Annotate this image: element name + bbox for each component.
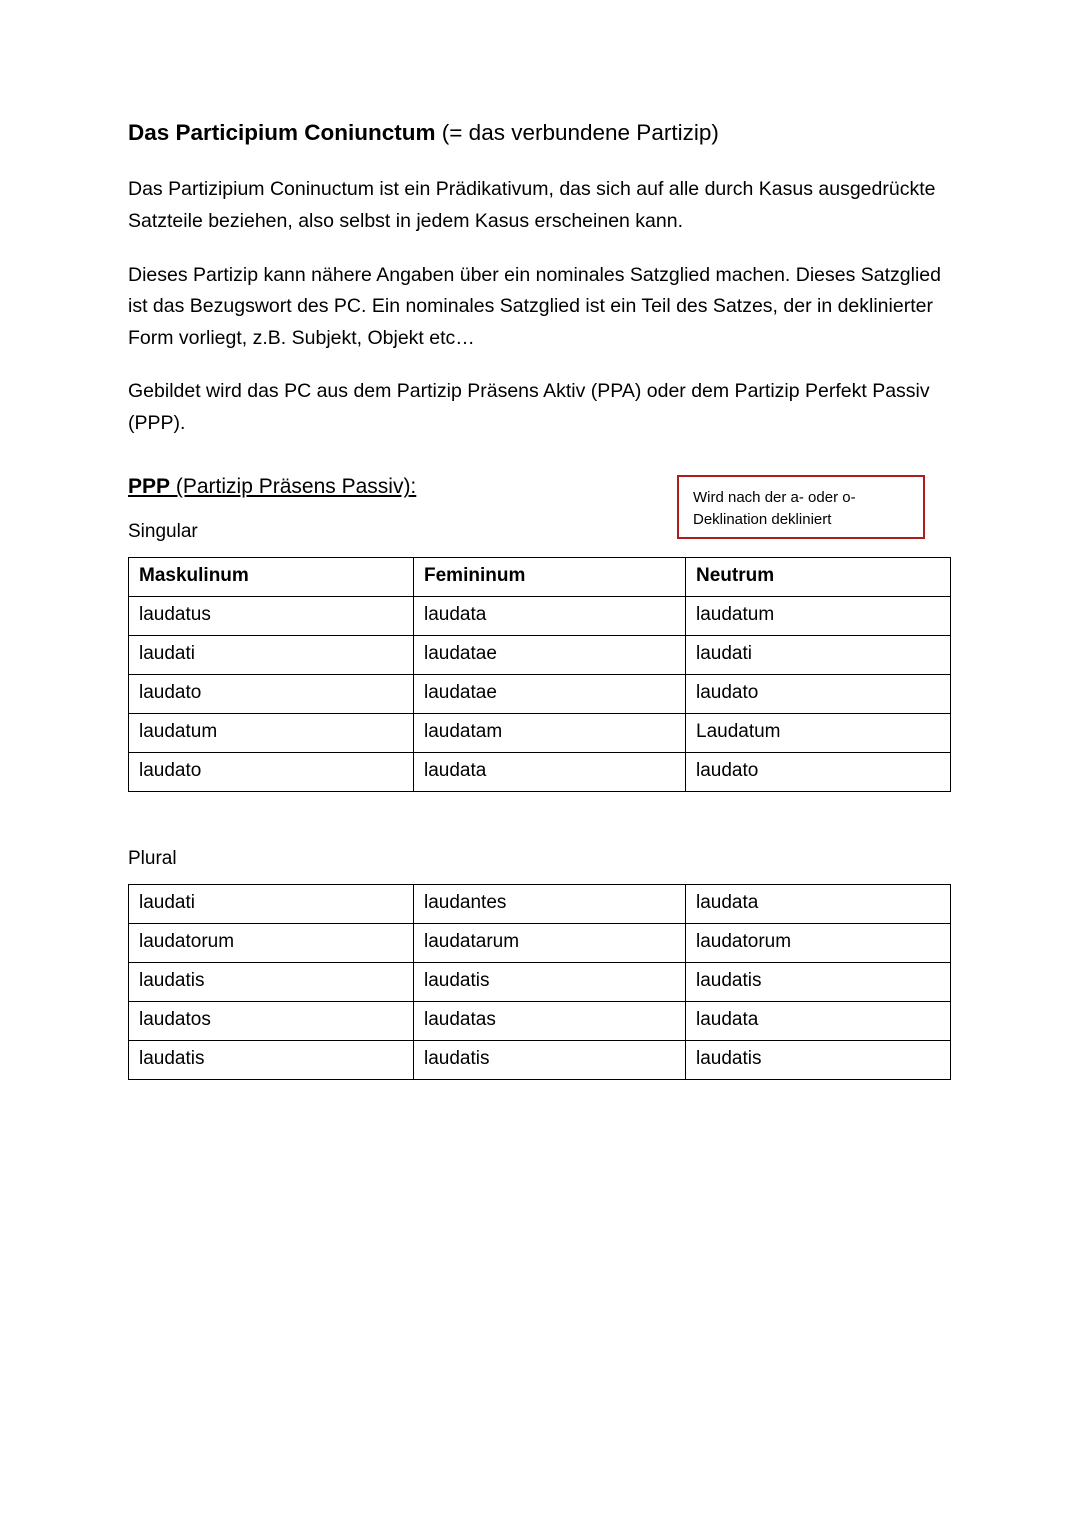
table-row [129,1040,951,1079]
table-cell: laudatum [129,713,414,752]
table-row [129,923,951,962]
page-title-sub: (= das verbundene Partizip) [435,120,719,145]
page-title [128,118,952,148]
callout-note: Wird nach der a- oder o-Deklination dekliniert [677,475,925,539]
section-heading-abbr: PPP [128,475,171,499]
table-row [129,674,951,713]
paragraph-2: Dieses Partizip kann nähere Angaben über ein nominales Satzglied machen. Dieses Satzglied ist das Bezugswort des PC. Ein nominales Satzglied ist ein Teil des Satzes, der in deklinierter Form vorliegt, z.B. Subjekt, Objekt etc… [128,263,941,349]
table-cell: laudatorum [129,923,414,962]
table-cell: laudata [414,752,686,791]
table-cell: laudato [129,674,414,713]
table-cell: laudatos [129,1001,414,1040]
table-cell: laudato [686,674,951,713]
table-cell: laudatis [414,1040,686,1079]
table-cell: laudato [129,752,414,791]
subheading-singular: Singular [128,520,198,542]
paragraph-1: Das Partizipium Coninuctum ist ein Prädikativum, das sich auf alle durch Kasus ausgedrückte Satzteile beziehen, also selbst in jedem Kasus erscheinen kann. [128,178,936,232]
table-cell: laudato [686,752,951,791]
table-cell: laudatas [414,1001,686,1040]
table-cell: laudata [686,1001,951,1040]
table-cell: laudatum [686,596,951,635]
table-cell: laudata [686,884,951,923]
table-cell: laudata [414,596,686,635]
table-cell: laudantes [414,884,686,923]
table-row [129,713,951,752]
table-cell: laudatus [129,596,414,635]
table-cell: laudati [129,635,414,674]
table-cell: laudatis [414,962,686,1001]
table-row [129,596,951,635]
table-cell: laudatarum [414,923,686,962]
table-row [129,1001,951,1040]
table-cell: laudatis [686,962,951,1001]
table-row [129,962,951,1001]
page-title-main: Das Participium Coniunctum [128,120,436,145]
column-header-feminine: Femininum [414,557,686,596]
table-cell: laudatis [129,962,414,1001]
table-cell: laudatae [414,674,686,713]
plural-declension-table [128,884,951,1080]
column-header-neuter: Neutrum [686,557,951,596]
table-cell: laudati [686,635,951,674]
table-cell: laudati [129,884,414,923]
table-row [129,752,951,791]
table-cell: laudatae [414,635,686,674]
paragraph-3: Gebildet wird das PC aus dem Partizip Präsens Aktiv (PPA) oder dem Partizip Perfekt Passiv (PPP). [128,380,930,434]
table-row [129,884,951,923]
table-cell: laudatorum [686,923,951,962]
table-row [129,635,951,674]
section-heading-expansion: (Partizip Präsens Passiv): [170,475,417,499]
table-header-row [129,557,951,596]
table-cell: Laudatum [686,713,951,752]
table-cell: laudatis [686,1040,951,1079]
table-cell: laudatam [414,713,686,752]
subheading-plural: Plural [128,847,177,869]
table-cell: laudatis [129,1040,414,1079]
column-header-masculine: Maskulinum [129,557,414,596]
singular-declension-table [128,557,951,792]
